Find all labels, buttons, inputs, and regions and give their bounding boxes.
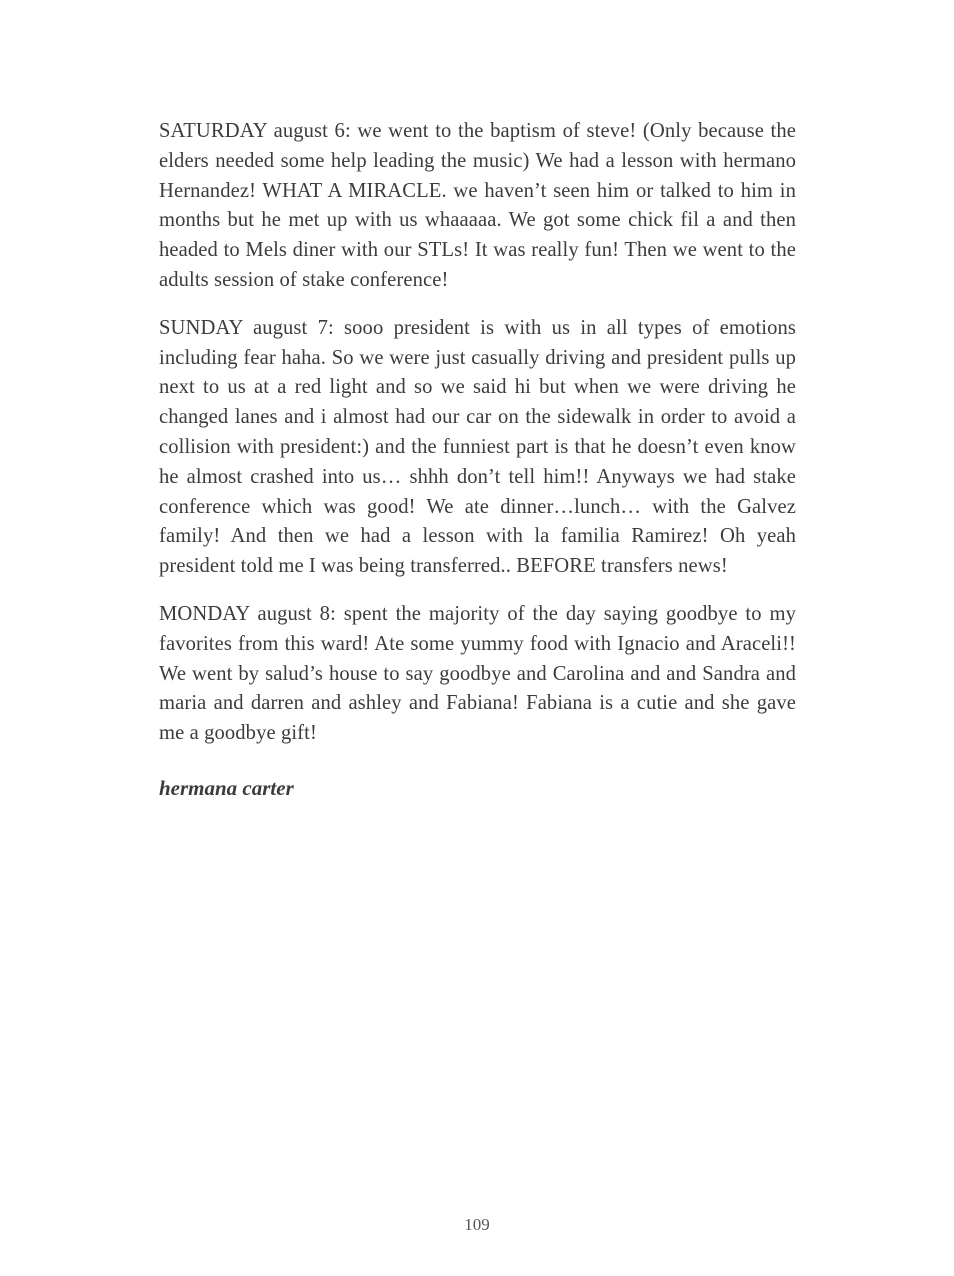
page-body — [159, 117, 796, 803]
page-footer — [0, 1215, 954, 1235]
signature: hermana carter — [159, 775, 294, 800]
journal-entry-monday: MONDAY august 8: spent the majority of the day saying goodbye to my favorites from this ward! Ate some yummy food with Ignacio and Araceli!! We went by salud’s house to say goodbye and Carolina and and Sandra and maria and darren and ashley and Fabiana! Fabiana is a cutie and she gave me a goodbye gift! — [159, 602, 796, 745]
journal-entry-saturday: SATURDAY august 6: we went to the baptism of steve! (Only because the elders needed some help leading the music) We had a lesson with hermano Hernandez! WHAT A MIRACLE. we haven’t seen him or talked to him in months but he met up with us whaaaaa. We got some chick fil a and then headed to Mels diner with our STLs! It was really fun! Then we went to the adults session of stake conference! — [159, 120, 796, 291]
journal-entry-sunday: SUNDAY august 7: sooo president is with us in all types of emotions including fear haha. So we were just casually driving and president pulls up next to us at a red light and so we said hi but when we were driving he changed lanes and i almost had our car on the sidewalk in order to avoid a collision with president:) and the funniest part is that he doesn’t even know he almost crashed into us… shhh don’t tell him!! Anyways we had stake conference which was good! We ate dinner…lunch… with the Galvez family! And then we had a lesson with la familia Ramirez! Oh yeah president told me I was being transferred.. BEFORE transfers news! — [159, 316, 796, 578]
page-number: 109 — [464, 1215, 490, 1234]
